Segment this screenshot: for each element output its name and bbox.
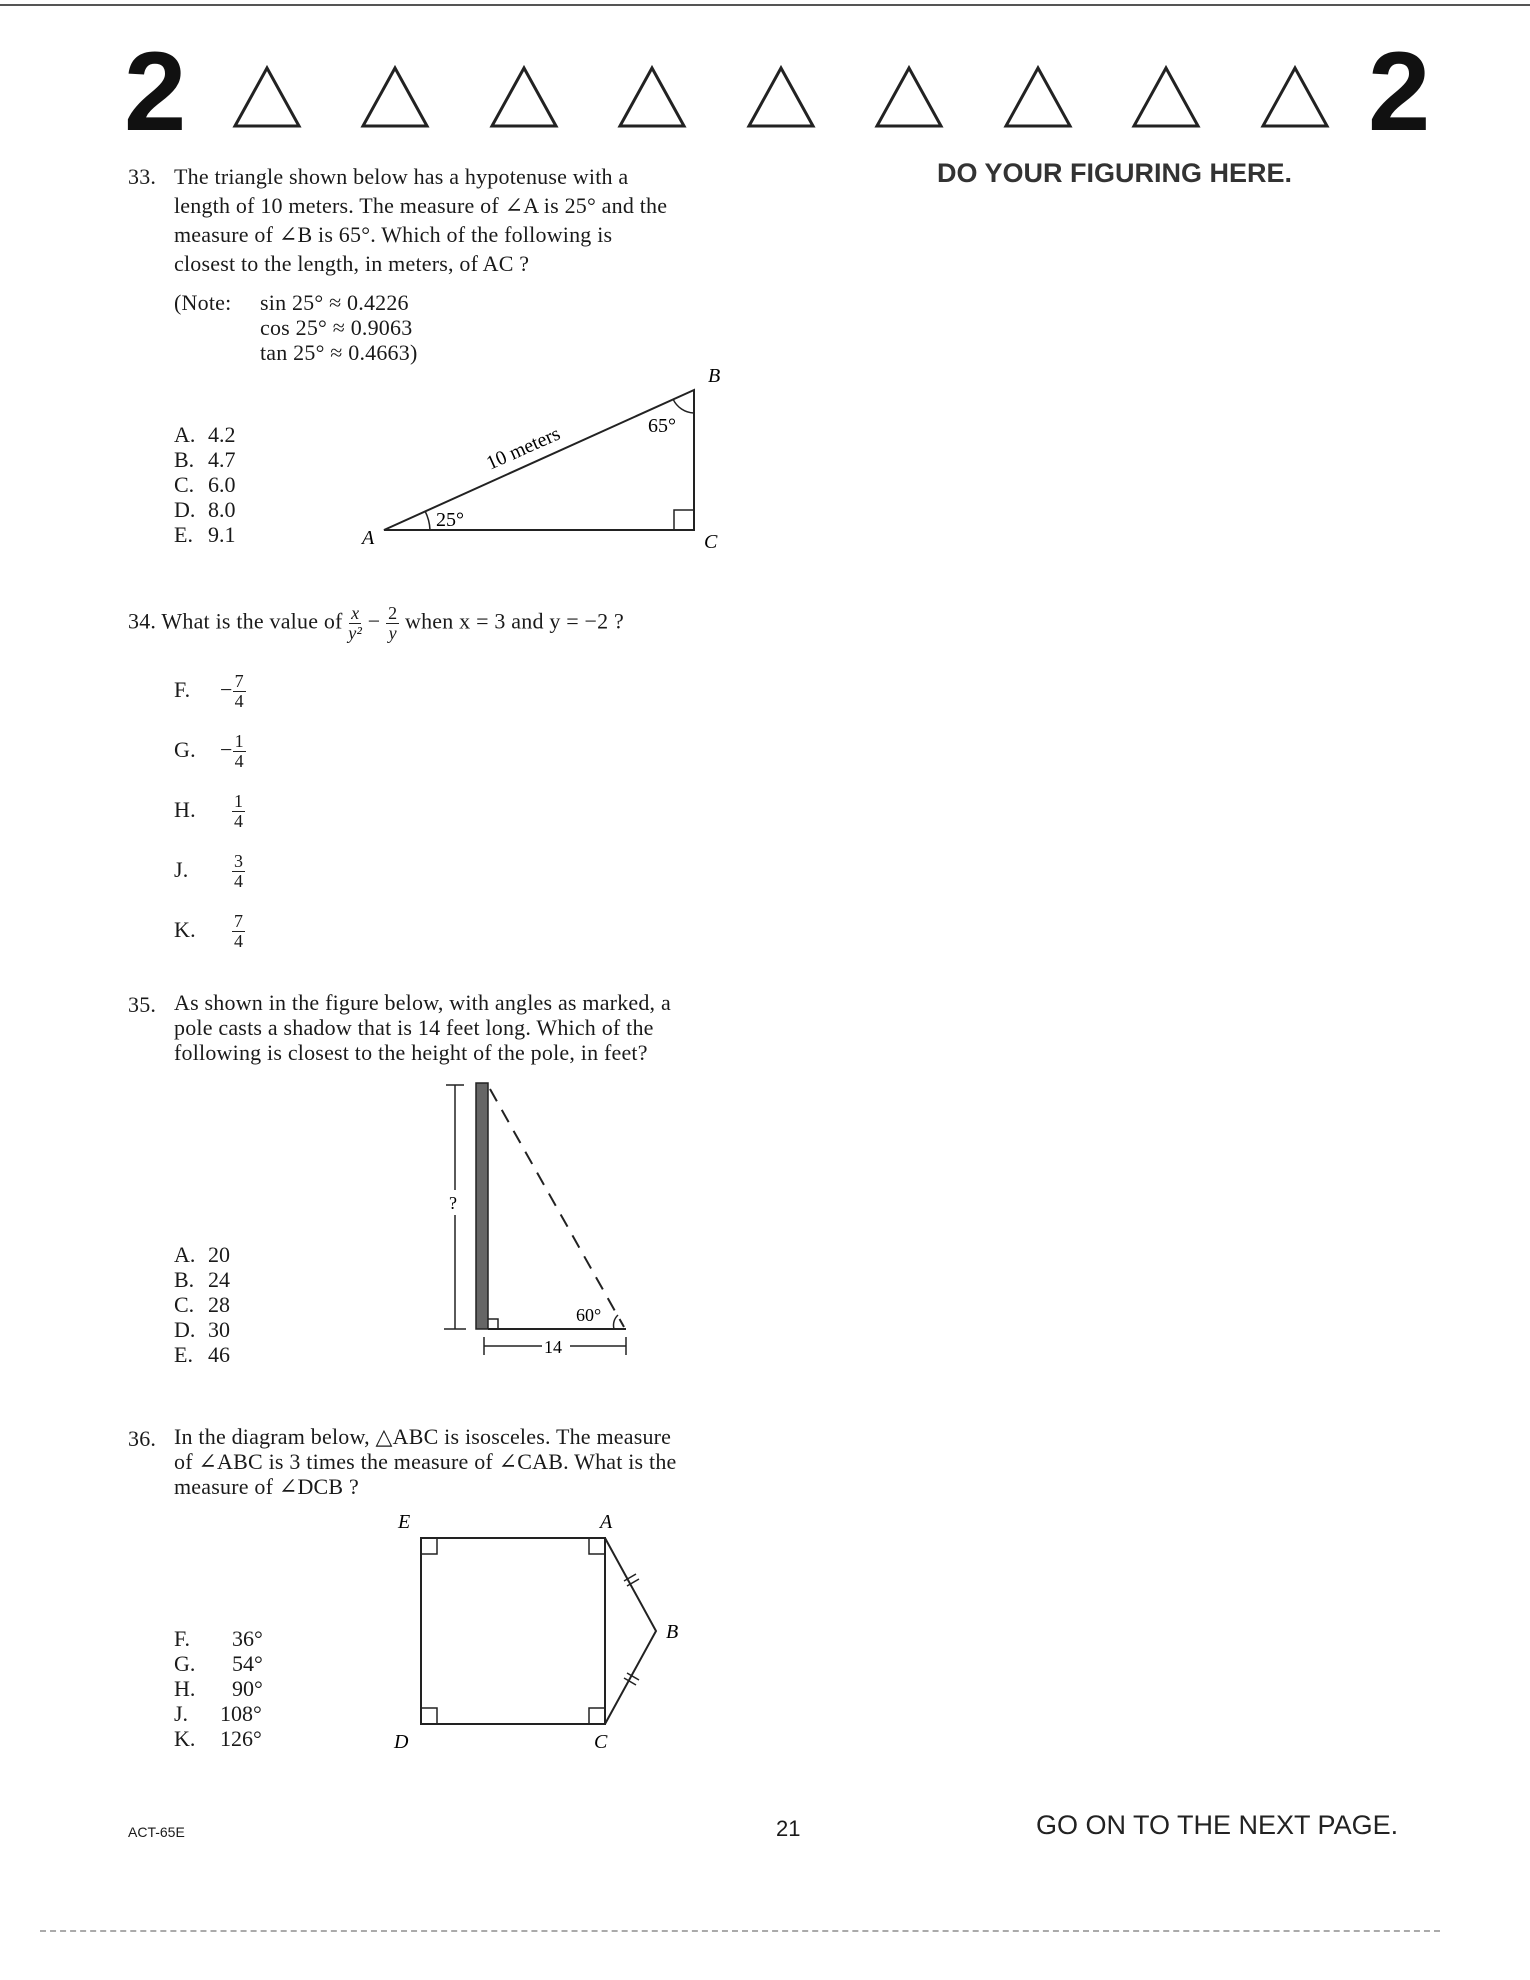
vertex-c: C	[594, 1731, 608, 1748]
choice-h[interactable]: H. $\frac{1}{4}$	[174, 791, 244, 832]
note-line: sin 25° ≈ 0.4226	[260, 290, 409, 315]
figuring-label: DO YOUR FIGURING HERE.	[937, 158, 1293, 188]
choice-f[interactable]: F. − $\frac{7}{4}$	[174, 671, 244, 712]
choice-d[interactable]: D. 30	[174, 1317, 230, 1342]
triangle-icon	[1134, 68, 1198, 126]
q33-line: measure of ∠B is 65°. Which of the following is	[174, 222, 613, 247]
choice-b[interactable]: B. 24	[174, 1267, 230, 1292]
angle-a-label: 25°	[436, 509, 464, 531]
section-number-right: 2	[1368, 29, 1431, 154]
vertex-a: A	[362, 527, 375, 549]
page-number: 21	[776, 1816, 801, 1841]
angle-b-label: 65°	[648, 415, 676, 437]
note-line: tan 25° ≈ 0.4663)	[260, 340, 418, 365]
choice-a[interactable]: A. 20	[174, 1242, 230, 1267]
q36-number: 36.	[128, 1426, 157, 1451]
form-code: ACT-65E	[128, 1824, 185, 1840]
q36-line: In the diagram below, △ABC is isosceles. The measure	[174, 1424, 672, 1449]
choice-j[interactable]: J. 108°	[174, 1701, 262, 1726]
q34-frac2: $\frac{2}{y}$	[388, 603, 398, 643]
q34-pre: What is the value of	[161, 608, 343, 634]
vertex-d: D	[394, 1731, 409, 1748]
choice-j[interactable]: J. $\frac{3}{4}$	[174, 851, 244, 892]
shadow-length-label: 14	[544, 1337, 562, 1357]
q34-stem	[128, 604, 624, 643]
q34-post: when x = 3 and y = −2 ?	[405, 608, 625, 634]
q35-stem	[174, 990, 774, 1065]
q34-frac1: $\frac{x}{\text{y²}}$	[348, 603, 363, 643]
q35-line: As shown in the figure below, with angles as marked, a	[174, 990, 671, 1015]
sun-angle-label: 60°	[576, 1305, 602, 1325]
triangle-icon	[749, 68, 813, 126]
q33-line: The triangle shown below has a hypotenuse with a	[174, 164, 629, 189]
q34-choices	[174, 660, 246, 960]
choice-h[interactable]: H. 90°	[174, 1676, 263, 1701]
triangle-icon	[235, 68, 299, 126]
q34-number: 34.	[128, 608, 157, 634]
vertex-b: B	[708, 365, 721, 387]
q35-line: following is closest to the height of the pole, in feet?	[174, 1040, 648, 1065]
triangle-icon	[492, 68, 556, 126]
q36-square-figure	[380, 1508, 720, 1748]
q33-note	[260, 290, 417, 365]
bottom-rule	[40, 1930, 1440, 1932]
choice-e[interactable]: E. 9.1	[174, 522, 236, 547]
q33-triangle-figure	[350, 360, 730, 560]
choice-a[interactable]: A. 4.2	[174, 422, 236, 447]
pole	[476, 1083, 488, 1329]
q36-line: of ∠ABC is 3 times the measure of ∠CAB. What is the	[174, 1449, 677, 1474]
q35-line: pole casts a shadow that is 14 feet long. Which of the	[174, 1015, 654, 1040]
q33-note-prefix: (Note:	[174, 290, 232, 315]
note-line: cos 25° ≈ 0.9063	[260, 315, 413, 340]
q34-minus: −	[367, 608, 381, 634]
choice-c[interactable]: C. 6.0	[174, 472, 236, 497]
q33-choices	[174, 422, 236, 547]
choice-d[interactable]: D. 8.0	[174, 497, 236, 522]
choice-b[interactable]: B. 4.7	[174, 447, 236, 472]
choice-c[interactable]: C. 28	[174, 1292, 230, 1317]
q33-line: closest to the length, in meters, of AC ?	[174, 251, 530, 276]
next-page-label: GO ON TO THE NEXT PAGE.	[1036, 1810, 1399, 1840]
top-rule	[0, 4, 1530, 6]
choice-e[interactable]: E. 46	[174, 1342, 230, 1367]
q33-number: 33.	[128, 164, 157, 189]
hypotenuse-label: 10 meters	[483, 422, 564, 475]
choice-f[interactable]: F. 36°	[174, 1626, 263, 1651]
pole-height-label: ?	[449, 1193, 457, 1213]
q33-stem	[174, 162, 774, 278]
q36-stem	[174, 1424, 774, 1499]
q33-line: length of 10 meters. The measure of ∠A is 25° and the	[174, 193, 668, 218]
choice-k[interactable]: K. $\frac{7}{4}$	[174, 911, 244, 952]
triangle-icon	[877, 68, 941, 126]
q36-line: measure of ∠DCB ?	[174, 1474, 359, 1499]
triangle-row	[230, 60, 1350, 130]
vertex-e: E	[398, 1511, 411, 1533]
triangle-icon	[363, 68, 427, 126]
choice-k[interactable]: K. 126°	[174, 1726, 262, 1751]
q36-choices	[174, 1626, 263, 1751]
q35-pole-figure	[430, 1075, 650, 1375]
choice-g[interactable]: G. 54°	[174, 1651, 263, 1676]
triangle-icon	[620, 68, 684, 126]
triangle-icon	[1263, 68, 1327, 126]
section-number-left: 2	[124, 29, 187, 154]
q35-choices	[174, 1242, 230, 1367]
vertex-c: C	[704, 531, 718, 553]
triangle-icon	[1006, 68, 1070, 126]
choice-g[interactable]: G. − $\frac{1}{4}$	[174, 731, 244, 772]
vertex-b: B	[666, 1621, 679, 1643]
q35-number: 35.	[128, 992, 157, 1017]
vertex-a: A	[600, 1511, 613, 1533]
